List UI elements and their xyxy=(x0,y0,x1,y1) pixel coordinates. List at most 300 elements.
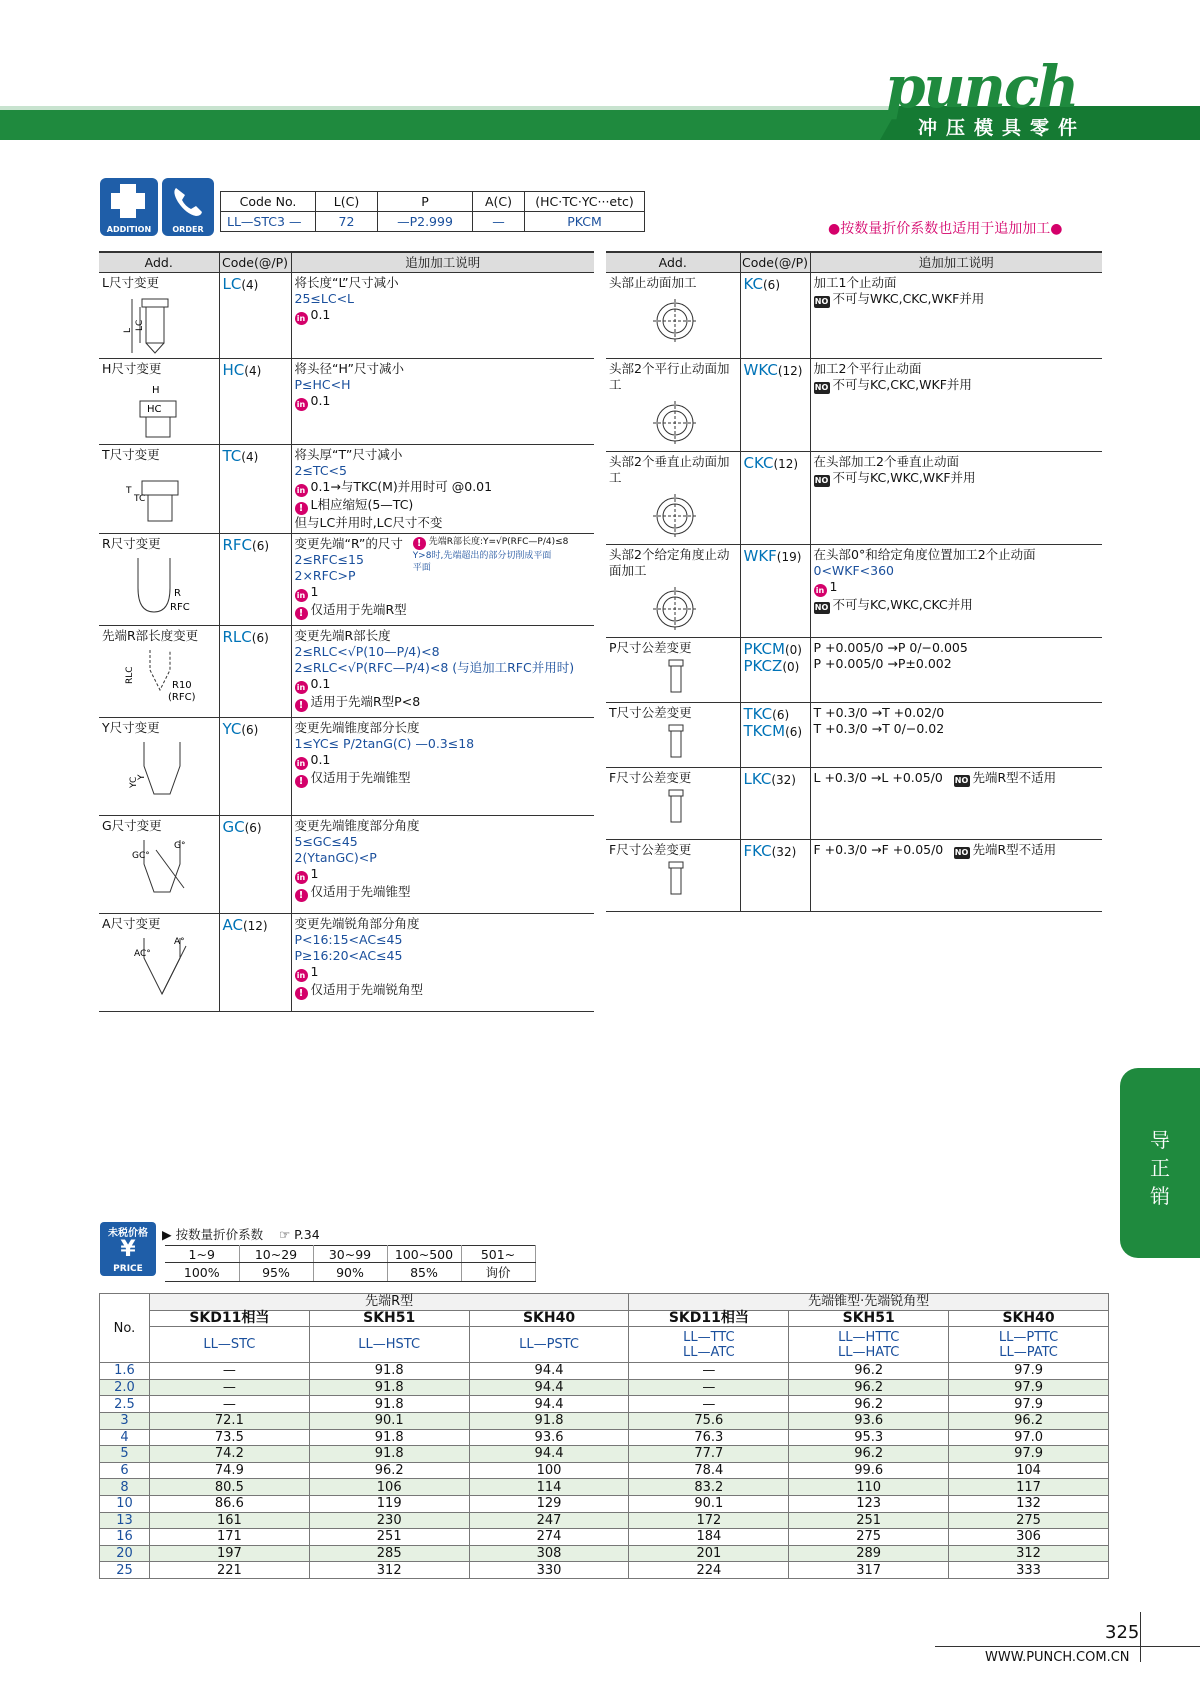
exclamation-icon: ! xyxy=(295,502,308,515)
code-example-table xyxy=(220,191,645,232)
code-header: A(C) xyxy=(473,192,525,212)
price-cell: 247 xyxy=(469,1512,629,1529)
price-badge-top: 未税价格 xyxy=(108,1228,148,1239)
desc-text: 不可与KC,WKC,WKF并用 xyxy=(832,469,976,485)
desc-line: P +0.005/0 →P 0/−0.005 xyxy=(813,639,968,655)
desc-text: 将长度“L”尺寸减小 xyxy=(294,274,399,290)
option-code xyxy=(219,625,291,717)
option-label: T尺寸变更 xyxy=(102,446,160,462)
price-cell: — xyxy=(149,1396,309,1413)
desc-line xyxy=(295,361,592,377)
option-code xyxy=(219,913,291,1011)
code-text: TC xyxy=(222,446,242,465)
svg-text:AC°: AC° xyxy=(134,948,151,959)
code-count: (4) xyxy=(241,449,259,464)
discount-notice: ●按数量折价系数也适用于追加加工● xyxy=(828,221,1063,237)
discount-rate: 85% xyxy=(387,1263,461,1282)
brand-logo: punch xyxy=(885,53,1078,121)
price-cell: 93.6 xyxy=(789,1412,949,1429)
price-cell: 91.8 xyxy=(309,1363,469,1380)
code-text: TKC xyxy=(743,704,773,723)
code-count: (6) xyxy=(785,724,803,739)
price-cell: 312 xyxy=(949,1545,1109,1562)
price-cell: 161 xyxy=(149,1512,309,1529)
desc-line xyxy=(413,550,569,562)
no-badge-icon: NO xyxy=(814,382,829,392)
svg-text:HC: HC xyxy=(147,403,162,415)
desc-line xyxy=(295,770,592,788)
col-code: Code(@/P) xyxy=(740,252,810,272)
code-text: WKC xyxy=(743,360,778,379)
footer-url[interactable]: WWW.PUNCH.COM.CN xyxy=(985,1650,1130,1665)
size-cell: 13 xyxy=(100,1512,150,1529)
desc-text: 适用于先端R型P<8 xyxy=(310,693,421,709)
desc-line xyxy=(295,628,592,644)
col-desc: 追加加工说明 xyxy=(291,252,594,272)
option-name xyxy=(606,702,740,767)
no-badge-icon: NO xyxy=(814,296,829,306)
option-desc xyxy=(291,533,594,625)
option-code xyxy=(740,767,810,839)
option-code xyxy=(740,272,810,358)
code-count: (4) xyxy=(244,363,262,378)
pin-diagram xyxy=(609,858,737,902)
price-cell: 221 xyxy=(149,1562,309,1579)
pin-diagram xyxy=(609,786,737,830)
price-cell: — xyxy=(629,1396,789,1413)
discount-qty: 10~29 xyxy=(239,1246,313,1263)
price-cell: 172 xyxy=(629,1512,789,1529)
desc-line xyxy=(295,568,407,584)
desc-text: 变更先端R部长度 xyxy=(294,627,391,643)
type-header: LL—HSTC xyxy=(309,1327,469,1363)
price-cell: 77.7 xyxy=(629,1446,789,1463)
price-cell: 91.8 xyxy=(309,1396,469,1413)
price-cell: 76.3 xyxy=(629,1429,789,1446)
option-label: 头部2个平行止动面加工 xyxy=(609,360,730,392)
exclamation-icon: ! xyxy=(295,775,308,788)
option-code xyxy=(740,544,810,637)
code-text: KC xyxy=(743,274,763,293)
desc-line xyxy=(413,562,569,574)
option-desc xyxy=(291,358,594,444)
dimension-diagram xyxy=(102,556,216,614)
price-cell: 83.2 xyxy=(629,1479,789,1496)
in-badge-icon: in xyxy=(295,969,308,982)
desc-text: 2≤RFC≤15 xyxy=(294,551,364,567)
code-count: (32) xyxy=(771,844,797,859)
desc-line xyxy=(295,736,592,752)
option-name xyxy=(606,358,740,451)
option-label: L尺寸变更 xyxy=(102,274,159,290)
desc-text: 2×RFC>P xyxy=(294,567,356,583)
code-header: Code No. xyxy=(221,192,316,212)
price-cell: 96.2 xyxy=(789,1363,949,1380)
header-subtitle: 冲压模具零件 xyxy=(918,117,1087,139)
in-badge-icon: in xyxy=(295,681,308,694)
desc-text: 0.1 xyxy=(310,675,331,691)
group-header: 先端锥型·先端锐角型 xyxy=(629,1294,1109,1311)
option-name xyxy=(606,767,740,839)
desc-text: 不可与KC,CKC,WKF并用 xyxy=(832,376,972,392)
code-value: PKCM xyxy=(525,212,645,232)
desc-line xyxy=(814,547,1100,563)
col-code: Code(@/P) xyxy=(219,252,291,272)
option-label: F尺寸公差变更 xyxy=(609,841,692,857)
desc-line xyxy=(295,720,592,736)
desc-text: 2(YtanGC)<P xyxy=(294,849,377,865)
phone-icon xyxy=(162,178,214,222)
desc-text: 仅适用于先端锥型 xyxy=(310,883,411,899)
desc-line xyxy=(295,916,592,932)
code-count: (12) xyxy=(773,456,799,471)
desc-text: 5≤GC≤45 xyxy=(294,833,358,849)
option-row xyxy=(99,815,594,913)
type-header: LL—HTTC LL—HATC xyxy=(789,1327,949,1363)
desc-line xyxy=(295,932,592,948)
discount-rate: 询价 xyxy=(461,1263,535,1282)
desc-line xyxy=(295,818,592,834)
head-diagram xyxy=(609,393,737,449)
page-number: 325 xyxy=(1105,1622,1140,1643)
desc-line xyxy=(954,842,1200,859)
code-count: (6) xyxy=(251,630,269,645)
option-row xyxy=(606,358,1102,451)
price-cell: 275 xyxy=(949,1512,1109,1529)
price-row xyxy=(100,1363,1109,1380)
option-desc xyxy=(291,717,594,815)
svg-text:R10: R10 xyxy=(172,679,192,691)
desc-text: 1 xyxy=(310,865,319,881)
price-cell: 117 xyxy=(949,1479,1109,1496)
desc-line xyxy=(295,676,592,694)
page-ref[interactable]: ☞ P.34 xyxy=(279,1227,320,1242)
price-cell: 94.4 xyxy=(469,1379,629,1396)
option-row xyxy=(606,839,1102,911)
price-cell: — xyxy=(629,1379,789,1396)
option-label: Y尺寸变更 xyxy=(102,719,160,735)
desc-line xyxy=(954,770,1200,787)
desc-line xyxy=(814,563,1100,579)
option-row xyxy=(606,544,1102,637)
price-cell: 251 xyxy=(789,1512,949,1529)
dimension-diagram xyxy=(102,381,216,439)
price-cell: 224 xyxy=(629,1562,789,1579)
side-tab-label: 导 正 销 xyxy=(1150,1128,1170,1208)
price-row xyxy=(100,1562,1109,1579)
option-desc xyxy=(810,544,1102,637)
price-cell: 171 xyxy=(149,1529,309,1546)
option-name xyxy=(99,815,219,913)
price-cell: 80.5 xyxy=(149,1479,309,1496)
option-label: 头部2个给定角度止动面加工 xyxy=(609,546,730,578)
type-header: LL—TTC LL—ATC xyxy=(629,1327,789,1363)
discount-qty: 1~9 xyxy=(165,1246,239,1263)
option-row xyxy=(99,717,594,815)
option-code xyxy=(740,702,810,767)
price-cell: 74.2 xyxy=(149,1446,309,1463)
material-header: SKH51 xyxy=(309,1310,469,1327)
price-cell: 74.9 xyxy=(149,1462,309,1479)
material-header: SKH40 xyxy=(469,1310,629,1327)
desc-text: 先端R部长度:Y=√P(RFC—P/4)≤8 xyxy=(428,536,569,547)
dimension-diagram xyxy=(102,838,216,896)
desc-line xyxy=(295,377,592,393)
head-diagram xyxy=(609,486,737,542)
desc-line xyxy=(295,866,592,884)
price-row xyxy=(100,1429,1109,1446)
option-row xyxy=(606,767,1102,839)
desc-line xyxy=(295,660,592,676)
discount-table xyxy=(165,1245,536,1282)
desc-text: 1 xyxy=(829,578,838,594)
price-cell: 119 xyxy=(309,1495,469,1512)
price-cell: — xyxy=(629,1363,789,1380)
code-count: (12) xyxy=(242,918,268,933)
exclamation-icon: ! xyxy=(295,607,308,620)
price-row xyxy=(100,1462,1109,1479)
price-cell: 75.6 xyxy=(629,1412,789,1429)
desc-line: T +0.3/0 →T 0/−0.02 xyxy=(813,720,945,736)
size-cell: 4 xyxy=(100,1429,150,1446)
price-row xyxy=(100,1545,1109,1562)
in-badge-icon: in xyxy=(295,398,308,411)
footer-rule xyxy=(935,1646,1200,1647)
no-badge-icon: NO xyxy=(954,775,969,785)
desc-text: P≤HC<H xyxy=(294,376,351,392)
price-cell: 91.8 xyxy=(309,1379,469,1396)
price-cell: 93.6 xyxy=(469,1429,629,1446)
price-cell: 91.8 xyxy=(469,1412,629,1429)
desc-line xyxy=(814,579,1100,597)
svg-text:YC: YC xyxy=(129,776,139,788)
price-cell: 90.1 xyxy=(629,1495,789,1512)
price-cell: 91.8 xyxy=(309,1446,469,1463)
svg-text:A°: A° xyxy=(174,936,185,947)
option-row xyxy=(606,272,1102,358)
code-text: RFC xyxy=(222,535,253,554)
option-label: A尺寸变更 xyxy=(102,915,161,931)
order-badge xyxy=(162,178,214,236)
svg-text:RFC: RFC xyxy=(170,601,190,613)
desc-text: 但与LC并用时,LC尺寸不变 xyxy=(294,514,443,530)
desc-text: P≥16:20<AC≤45 xyxy=(294,947,403,963)
option-code xyxy=(219,444,291,533)
desc-text: 0.1 xyxy=(310,306,331,322)
category-side-tab[interactable] xyxy=(1120,1068,1200,1258)
price-cell: 201 xyxy=(629,1545,789,1562)
option-name xyxy=(606,839,740,911)
option-desc xyxy=(291,272,594,358)
price-cell: 106 xyxy=(309,1479,469,1496)
price-cell: 96.2 xyxy=(789,1446,949,1463)
desc-text: L相应缩短(5—TC) xyxy=(310,496,414,512)
desc-text: 先端R型不适用 xyxy=(972,841,1057,857)
price-row xyxy=(100,1396,1109,1413)
price-row xyxy=(100,1512,1109,1529)
code-value: 72 xyxy=(316,212,378,232)
price-cell: 97.9 xyxy=(949,1363,1109,1380)
in-badge-icon: in xyxy=(295,871,308,884)
price-table xyxy=(99,1293,1109,1579)
size-cell: 6 xyxy=(100,1462,150,1479)
code-count: (0) xyxy=(782,659,800,674)
price-badge xyxy=(100,1222,156,1276)
desc-line xyxy=(814,291,1100,308)
price-cell: 91.8 xyxy=(309,1429,469,1446)
size-cell: 16 xyxy=(100,1529,150,1546)
code-text: AC xyxy=(222,915,243,934)
code-count: (0) xyxy=(784,642,802,657)
order-label: ORDER xyxy=(172,225,204,234)
option-code xyxy=(219,717,291,815)
option-desc xyxy=(810,767,1102,839)
option-desc xyxy=(291,913,594,1011)
option-label: P尺寸公差变更 xyxy=(609,639,692,655)
option-row xyxy=(99,625,594,717)
desc-text: 2≤TC<5 xyxy=(294,462,347,478)
desc-line xyxy=(295,275,592,291)
options-table-right xyxy=(606,251,1102,912)
code-text: PKCZ xyxy=(743,656,783,675)
material-header: SKD11相当 xyxy=(629,1310,789,1327)
option-code xyxy=(740,839,810,911)
option-name xyxy=(99,358,219,444)
svg-text:T: T xyxy=(126,485,132,496)
option-code xyxy=(219,815,291,913)
price-cell: 330 xyxy=(469,1562,629,1579)
desc-text: 加工2个平行止动面 xyxy=(813,360,922,376)
price-cell: 94.4 xyxy=(469,1446,629,1463)
price-cell: 96.2 xyxy=(309,1462,469,1479)
price-cell: 96.2 xyxy=(789,1379,949,1396)
option-row xyxy=(606,637,1102,702)
desc-line xyxy=(295,644,592,660)
material-header: SKH40 xyxy=(949,1310,1109,1327)
price-cell: 97.0 xyxy=(949,1429,1109,1446)
price-cell: 184 xyxy=(629,1529,789,1546)
desc-line xyxy=(295,479,592,497)
option-desc xyxy=(810,637,1102,702)
desc-line xyxy=(295,393,592,411)
discount-title: ▶ 按数量折价系数 ☞ P.34 xyxy=(162,1227,320,1242)
desc-text: 2≤RLC<√P(10—P/4)<8 xyxy=(294,643,440,659)
no-header: No. xyxy=(100,1294,150,1363)
price-cell: 251 xyxy=(309,1529,469,1546)
footer-divider xyxy=(1140,1612,1141,1662)
svg-text:R: R xyxy=(174,587,181,599)
price-cell: 99.6 xyxy=(789,1462,949,1479)
code-text: TKCM xyxy=(743,721,786,740)
option-code xyxy=(740,358,810,451)
in-badge-icon: in xyxy=(295,757,308,770)
price-row xyxy=(100,1529,1109,1546)
option-name xyxy=(99,533,219,625)
price-cell: 230 xyxy=(309,1512,469,1529)
code-count: (6) xyxy=(241,722,259,737)
option-desc xyxy=(810,839,1102,911)
desc-line xyxy=(295,584,407,602)
price-cell: 274 xyxy=(469,1529,629,1546)
type-header: LL—STC xyxy=(149,1327,309,1363)
svg-text:RLC: RLC xyxy=(125,665,135,684)
price-cell: 97.9 xyxy=(949,1379,1109,1396)
option-row xyxy=(99,444,594,533)
desc-line xyxy=(814,377,1100,394)
desc-text: 在头部加工2个垂直止动面 xyxy=(813,453,959,469)
desc-text: 仅适用于先端R型 xyxy=(310,601,407,617)
addition-badge xyxy=(100,178,158,236)
price-cell: 94.4 xyxy=(469,1396,629,1413)
price-cell: 78.4 xyxy=(629,1462,789,1479)
desc-text: 变更先端锐角部分角度 xyxy=(294,915,420,931)
desc-text: 1 xyxy=(310,583,319,599)
price-cell: 72.1 xyxy=(149,1412,309,1429)
option-row xyxy=(99,272,594,358)
yen-icon: ¥ xyxy=(120,1237,136,1262)
size-cell: 2.0 xyxy=(100,1379,150,1396)
desc-text: 0.1 xyxy=(310,392,331,408)
size-cell: 5 xyxy=(100,1446,150,1463)
svg-text:(RFC): (RFC) xyxy=(168,691,196,703)
desc-text: F +0.3/0 →F +0.05/0 xyxy=(813,841,944,857)
option-code xyxy=(219,358,291,444)
option-label: 头部止动面加工 xyxy=(609,274,697,290)
code-value: LL—STC3 — xyxy=(221,212,316,232)
price-cell: 96.2 xyxy=(949,1412,1109,1429)
desc-line xyxy=(295,447,592,463)
option-name xyxy=(606,451,740,544)
material-header: SKH51 xyxy=(789,1310,949,1327)
price-cell: 110 xyxy=(789,1479,949,1496)
desc-line xyxy=(295,515,592,531)
desc-text: 变更先端“R”的尺寸 xyxy=(294,535,403,551)
option-label: 先端R部长度变更 xyxy=(102,627,199,643)
option-row xyxy=(99,533,594,625)
col-add: Add. xyxy=(99,252,219,272)
price-badge-label: PRICE xyxy=(113,1264,143,1274)
option-name xyxy=(99,625,219,717)
desc-line xyxy=(295,884,592,902)
exclamation-icon: ! xyxy=(295,889,308,902)
price-cell: 95.3 xyxy=(789,1429,949,1446)
head-diagram xyxy=(609,291,737,347)
option-desc xyxy=(291,625,594,717)
desc-text: 先端R型不适用 xyxy=(972,769,1057,785)
discount-qty: 100~500 xyxy=(387,1246,461,1263)
desc-line xyxy=(295,694,592,712)
option-code xyxy=(219,533,291,625)
price-cell: — xyxy=(149,1379,309,1396)
in-badge-icon: in xyxy=(295,484,308,497)
option-desc xyxy=(291,815,594,913)
option-desc xyxy=(810,272,1102,358)
price-cell: 114 xyxy=(469,1479,629,1496)
price-cell: 289 xyxy=(789,1545,949,1562)
code-header: (HC·TC·YC···etc) xyxy=(525,192,645,212)
svg-text:G°: G° xyxy=(174,840,186,851)
code-text: RLC xyxy=(222,627,252,646)
head-diagram xyxy=(609,579,737,635)
svg-text:TC: TC xyxy=(134,493,146,504)
code-count: (6) xyxy=(244,820,262,835)
exclamation-icon: ! xyxy=(295,987,308,1000)
type-header: LL—PTTC LL—PATC xyxy=(949,1327,1109,1363)
price-row xyxy=(100,1479,1109,1496)
desc-text: 25≤LC<L xyxy=(294,290,355,306)
discount-rate: 100% xyxy=(165,1263,239,1282)
price-cell: 97.9 xyxy=(949,1446,1109,1463)
